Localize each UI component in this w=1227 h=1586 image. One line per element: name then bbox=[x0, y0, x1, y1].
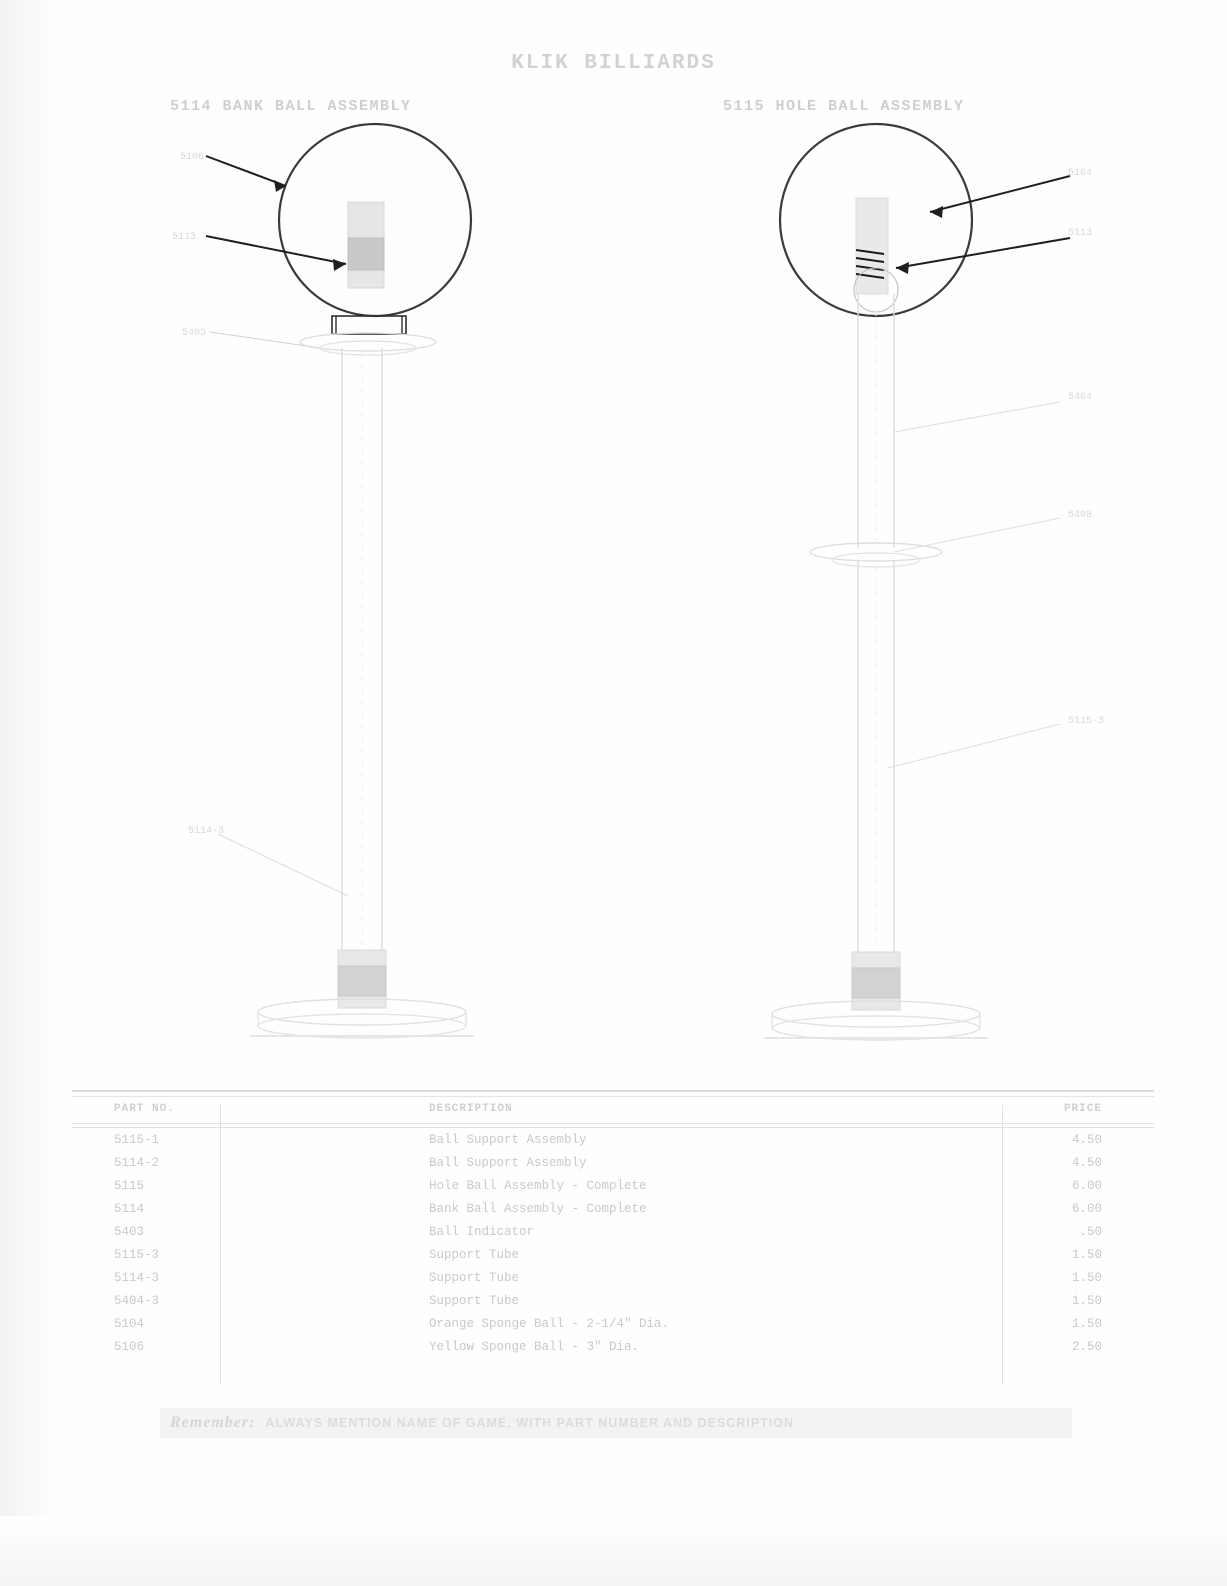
table-row bbox=[72, 1174, 1154, 1197]
cell-description: Ball Support Assembly bbox=[429, 1132, 587, 1147]
cell-price: 6.00 bbox=[1071, 1201, 1102, 1216]
parts-list-table bbox=[72, 1090, 1154, 1358]
assembly-heading-right: 5115 HOLE BALL ASSEMBLY bbox=[723, 98, 965, 115]
table-column-divider-2 bbox=[1002, 1105, 1003, 1385]
callout-left-2: 5403 bbox=[182, 328, 207, 339]
bank-ball-assembly-drawing bbox=[170, 120, 630, 1080]
cell-part-no: 5115-1 bbox=[114, 1132, 160, 1147]
callout-left-0: 5106 bbox=[180, 152, 205, 163]
callout-left-1: 5113 bbox=[172, 232, 197, 243]
cell-price: 1.50 bbox=[1071, 1247, 1102, 1262]
cell-part-no: 5104 bbox=[114, 1316, 145, 1331]
header-description: DESCRIPTION bbox=[429, 1103, 513, 1115]
cell-description: Support Tube bbox=[429, 1247, 520, 1262]
table-row bbox=[72, 1243, 1154, 1266]
table-row bbox=[72, 1335, 1154, 1358]
cell-price: 4.50 bbox=[1071, 1155, 1102, 1170]
table-row bbox=[72, 1220, 1154, 1243]
assembly-heading-left: 5114 BANK BALL ASSEMBLY bbox=[170, 98, 412, 115]
cell-description: Ball Support Assembly bbox=[429, 1155, 587, 1170]
cell-price: 1.50 bbox=[1071, 1293, 1102, 1308]
header-part-no: PART NO. bbox=[114, 1103, 175, 1115]
cell-part-no: 5115 bbox=[114, 1178, 145, 1193]
cell-price: 1.50 bbox=[1071, 1270, 1102, 1285]
table-row bbox=[72, 1197, 1154, 1220]
cell-part-no: 5404-3 bbox=[114, 1293, 160, 1308]
page-edge-shading-bottom bbox=[0, 1516, 1227, 1586]
footer-script-text: Remember: bbox=[170, 1414, 256, 1431]
callout-right-1: 5113 bbox=[1068, 228, 1093, 239]
cell-description: Orange Sponge Ball - 2-1/4" Dia. bbox=[429, 1316, 670, 1331]
table-column-divider-1 bbox=[220, 1105, 221, 1385]
table-header-row bbox=[72, 1097, 1154, 1123]
cell-part-no: 5403 bbox=[114, 1224, 145, 1239]
page-title: KLIK BILLIARDS bbox=[511, 52, 716, 75]
cell-price: 2.50 bbox=[1071, 1339, 1102, 1354]
cell-price: 6.00 bbox=[1071, 1178, 1102, 1193]
cell-description: Ball Indicator bbox=[429, 1224, 535, 1239]
footer-reminder-banner bbox=[160, 1408, 1072, 1438]
cell-part-no: 5114-2 bbox=[114, 1155, 160, 1170]
hole-ball-assembly-drawing bbox=[680, 120, 1140, 1080]
cell-description: Support Tube bbox=[429, 1293, 520, 1308]
cell-price: .50 bbox=[1079, 1224, 1102, 1239]
header-price: PRICE bbox=[1063, 1103, 1102, 1115]
table-row bbox=[72, 1289, 1154, 1312]
callout-right-2: 5404 bbox=[1068, 392, 1093, 403]
table-row bbox=[72, 1312, 1154, 1335]
cell-description: Hole Ball Assembly - Complete bbox=[429, 1178, 647, 1193]
cell-part-no: 5106 bbox=[114, 1339, 145, 1354]
callout-right-4: 5115-3 bbox=[1068, 716, 1105, 727]
cell-part-no: 5115-3 bbox=[114, 1247, 160, 1262]
callout-right-3: 5408 bbox=[1068, 510, 1093, 521]
callout-left-3: 5114-3 bbox=[188, 826, 225, 837]
footer-note-text: ALWAYS MENTION NAME OF GAME, WITH PART NUMBER AND DESCRIPTION bbox=[265, 1416, 795, 1430]
cell-part-no: 5114 bbox=[114, 1201, 145, 1216]
callout-right-0: 5104 bbox=[1068, 168, 1093, 179]
table-row bbox=[72, 1266, 1154, 1289]
cell-description: Bank Ball Assembly - Complete bbox=[429, 1201, 647, 1216]
cell-description: Support Tube bbox=[429, 1270, 520, 1285]
table-row bbox=[72, 1151, 1154, 1174]
table-row bbox=[72, 1128, 1154, 1151]
cell-price: 1.50 bbox=[1071, 1316, 1102, 1331]
cell-part-no: 5114-3 bbox=[114, 1270, 160, 1285]
cell-price: 4.50 bbox=[1071, 1132, 1102, 1147]
page-edge-shading-left bbox=[0, 0, 58, 1586]
cell-description: Yellow Sponge Ball - 3" Dia. bbox=[429, 1339, 640, 1354]
